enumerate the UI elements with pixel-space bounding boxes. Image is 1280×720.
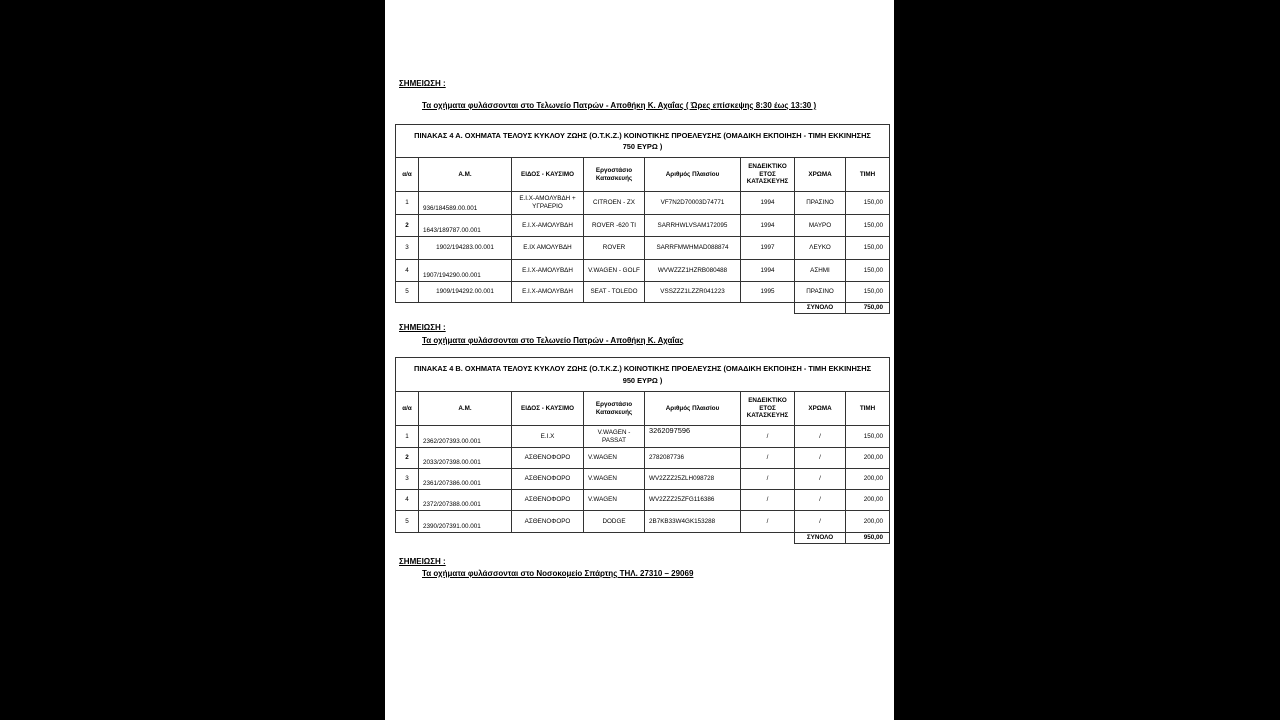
price-cell: 200,00 bbox=[846, 469, 890, 490]
total-value: 750,00 bbox=[846, 303, 890, 314]
type-fuel-cell: ΑΣΘΕΝΟΦΟΡΟ bbox=[512, 511, 584, 533]
row-index: 2 bbox=[396, 448, 419, 469]
table-row bbox=[396, 490, 890, 511]
column-header: Α.Μ. bbox=[419, 392, 512, 426]
table-row bbox=[396, 215, 890, 237]
am-cell: 936/184589.00.001 bbox=[419, 192, 512, 215]
table-4b-caption: ΠΙΝΑΚΑΣ 4 Β. ΟΧΗΜΑΤΑ ΤΕΛΟΥΣ ΚΥΚΛΟΥ ΖΩΗΣ (Ο.Τ.Κ.Ζ.) ΚΟΙΝΟΤΙΚΗΣ ΠΡΟΕΛΕΥΣΗΣ (ΟΜΑΔΙΚΗ ΕΚΠΟΙΗΣΗ - ΤΙΜΗ ΕΚΚΙΝΗΣΗΣ 950 ΕΥΡΩ ) bbox=[396, 358, 890, 392]
price-cell: 150,00 bbox=[846, 237, 890, 260]
chassis-cell: WV2ZZZ25ZLH098728 bbox=[645, 469, 741, 490]
column-header: ΤΙΜΗ bbox=[846, 158, 890, 192]
color-cell: ΛΕΥΚΟ bbox=[795, 237, 846, 260]
total-label: ΣΥΝΟΛΟ bbox=[795, 533, 846, 544]
column-header: Εργοστάσιο Κατασκευής bbox=[584, 158, 645, 192]
column-header: ΕΙΔΟΣ - ΚΑΥΣΙΜΟ bbox=[512, 392, 584, 426]
type-fuel-cell: Ε.Ι.Χ bbox=[512, 426, 584, 448]
manufacturer-cell: V.WAGEN - GOLF bbox=[584, 260, 645, 282]
column-header: ΕΙΔΟΣ - ΚΑΥΣΙΜΟ bbox=[512, 158, 584, 192]
row-index: 4 bbox=[396, 490, 419, 511]
chassis-cell: SARRFMWHMAD088874 bbox=[645, 237, 741, 260]
note-2-title: ΣΗΜΕΙΩΣΗ : bbox=[399, 323, 446, 332]
am-cell: 2033/207398.00.001 bbox=[419, 448, 512, 469]
am-cell: 1907/194290.00.001 bbox=[419, 260, 512, 282]
manufacturer-cell: V.WAGEN - PASSAT bbox=[584, 426, 645, 448]
note-1-title: ΣΗΜΕΙΩΣΗ : bbox=[399, 79, 446, 88]
chassis-cell: 2782087736 bbox=[645, 448, 741, 469]
type-fuel-cell: ΑΣΘΕΝΟΦΟΡΟ bbox=[512, 448, 584, 469]
am-cell: 2372/207388.00.001 bbox=[419, 490, 512, 511]
type-fuel-cell: Ε.ΙΧ ΑΜΟΛΥΒΔΗ bbox=[512, 237, 584, 260]
am-cell: 2361/207386.00.001 bbox=[419, 469, 512, 490]
color-cell: ΠΡΑΣΙΝΟ bbox=[795, 282, 846, 303]
year-cell: 1994 bbox=[741, 260, 795, 282]
column-header: α/α bbox=[396, 158, 419, 192]
note-2-text: Τα οχήματα φυλάσσονται στο Τελωνείο Πατρών - Αποθήκη Κ. Αχαΐας bbox=[422, 336, 684, 345]
note-3-title: ΣΗΜΕΙΩΣΗ : bbox=[399, 557, 446, 566]
year-cell: / bbox=[741, 469, 795, 490]
chassis-cell: WVWZZZ1HZRB080488 bbox=[645, 260, 741, 282]
manufacturer-cell: ROVER bbox=[584, 237, 645, 260]
year-cell: 1994 bbox=[741, 215, 795, 237]
type-fuel-cell: Ε.Ι.Χ-ΑΜΟΛΥΒΔΗ bbox=[512, 260, 584, 282]
table-4a bbox=[395, 124, 890, 314]
total-value: 950,00 bbox=[846, 533, 890, 544]
total-row bbox=[396, 533, 890, 544]
chassis-cell: VSSZZZ1LZZR041223 bbox=[645, 282, 741, 303]
price-cell: 150,00 bbox=[846, 282, 890, 303]
column-header: Αριθμός Πλαισίου bbox=[645, 158, 741, 192]
column-header: ΕΝΔΕΙΚΤΙΚΟ ΕΤΟΣ ΚΑΤΑΣΚΕΥΗΣ bbox=[741, 158, 795, 192]
row-index: 3 bbox=[396, 469, 419, 490]
column-header: Εργοστάσιο Κατασκευής bbox=[584, 392, 645, 426]
am-cell: 1909/194292.00.001 bbox=[419, 282, 512, 303]
table-row bbox=[396, 469, 890, 490]
note-1-text: Τα οχήματα φυλάσσονται στο Τελωνείο Πατρών - Αποθήκη Κ. Αχαΐας ( Ώρες επίσκεψης 8:30 έως 13:30 ) bbox=[422, 101, 817, 110]
manufacturer-cell: ROVER -620 TI bbox=[584, 215, 645, 237]
table-row bbox=[396, 426, 890, 448]
price-cell: 200,00 bbox=[846, 490, 890, 511]
type-fuel-cell: Ε.Ι.Χ-ΑΜΟΛΥΒΔΗ bbox=[512, 282, 584, 303]
table-row bbox=[396, 448, 890, 469]
total-row bbox=[396, 303, 890, 314]
year-cell: 1995 bbox=[741, 282, 795, 303]
color-cell: / bbox=[795, 469, 846, 490]
color-cell: / bbox=[795, 511, 846, 533]
table-4a-header-row bbox=[396, 158, 890, 192]
am-cell: 1902/194283.00.001 bbox=[419, 237, 512, 260]
price-cell: 200,00 bbox=[846, 448, 890, 469]
year-cell: / bbox=[741, 511, 795, 533]
table-4b-header-row bbox=[396, 392, 890, 426]
manufacturer-cell: SEAT - TOLEDO bbox=[584, 282, 645, 303]
color-cell: ΜΑΥΡΟ bbox=[795, 215, 846, 237]
column-header: Αριθμός Πλαισίου bbox=[645, 392, 741, 426]
chassis-cell: SARRHWLVSAM172095 bbox=[645, 215, 741, 237]
table-row bbox=[396, 260, 890, 282]
price-cell: 200,00 bbox=[846, 511, 890, 533]
color-cell: / bbox=[795, 426, 846, 448]
color-cell: ΠΡΑΣΙΝΟ bbox=[795, 192, 846, 215]
type-fuel-cell: ΑΣΘΕΝΟΦΟΡΟ bbox=[512, 490, 584, 511]
row-index: 4 bbox=[396, 260, 419, 282]
color-cell: / bbox=[795, 448, 846, 469]
year-cell: / bbox=[741, 448, 795, 469]
am-cell: 2362/207393.00.001 bbox=[419, 426, 512, 448]
year-cell: / bbox=[741, 490, 795, 511]
table-row bbox=[396, 237, 890, 260]
table-4a-caption: ΠΙΝΑΚΑΣ 4 Α. ΟΧΗΜΑΤΑ ΤΕΛΟΥΣ ΚΥΚΛΟΥ ΖΩΗΣ (Ο.Τ.Κ.Ζ.) ΚΟΙΝΟΤΙΚΗΣ ΠΡΟΕΛΕΥΣΗΣ (ΟΜΑΔΙΚΗ ΕΚΠΟΙΗΣΗ - ΤΙΜΗ ΕΚΚΙΝΗΣΗΣ 750 ΕΥΡΩ ) bbox=[396, 125, 890, 158]
row-index: 5 bbox=[396, 511, 419, 533]
year-cell: 1994 bbox=[741, 192, 795, 215]
column-header: ΧΡΩΜΑ bbox=[795, 392, 846, 426]
manufacturer-cell: CITROEN - ZX bbox=[584, 192, 645, 215]
type-fuel-cell: Ε.Ι.Χ-ΑΜΟΛΥΒΔΗ bbox=[512, 215, 584, 237]
chassis-cell: WV2ZZZ25ZFG116386 bbox=[645, 490, 741, 511]
column-header: ΧΡΩΜΑ bbox=[795, 158, 846, 192]
type-fuel-cell: Ε.Ι.Χ-ΑΜΟΛΥΒΔΗ + ΥΓΡΑΕΡΙΟ bbox=[512, 192, 584, 215]
table-row bbox=[396, 511, 890, 533]
year-cell: 1997 bbox=[741, 237, 795, 260]
total-label: ΣΥΝΟΛΟ bbox=[795, 303, 846, 314]
type-fuel-cell: ΑΣΘΕΝΟΦΟΡΟ bbox=[512, 469, 584, 490]
price-cell: 150,00 bbox=[846, 215, 890, 237]
row-index: 3 bbox=[396, 237, 419, 260]
color-cell: / bbox=[795, 490, 846, 511]
manufacturer-cell: V.WAGEN bbox=[584, 490, 645, 511]
am-cell: 2390/207391.00.001 bbox=[419, 511, 512, 533]
column-header: α/α bbox=[396, 392, 419, 426]
table-row bbox=[396, 192, 890, 215]
chassis-cell: 2B7KB33W4GK153288 bbox=[645, 511, 741, 533]
table-row bbox=[396, 282, 890, 303]
manufacturer-cell: V.WAGEN bbox=[584, 469, 645, 490]
column-header: Α.Μ. bbox=[419, 158, 512, 192]
column-header: ΕΝΔΕΙΚΤΙΚΟ ΕΤΟΣ ΚΑΤΑΣΚΕΥΗΣ bbox=[741, 392, 795, 426]
color-cell: ΑΣΗΜΙ bbox=[795, 260, 846, 282]
document-page bbox=[385, 0, 894, 720]
row-index: 1 bbox=[396, 192, 419, 215]
price-cell: 150,00 bbox=[846, 260, 890, 282]
table-4b bbox=[395, 357, 890, 544]
row-index: 1 bbox=[396, 426, 419, 448]
price-cell: 150,00 bbox=[846, 426, 890, 448]
chassis-cell: VF7N2D70003D74771 bbox=[645, 192, 741, 215]
year-cell: / bbox=[741, 426, 795, 448]
price-cell: 150,00 bbox=[846, 192, 890, 215]
am-cell: 1643/189787.00.001 bbox=[419, 215, 512, 237]
row-index: 5 bbox=[396, 282, 419, 303]
manufacturer-cell: V.WAGEN bbox=[584, 448, 645, 469]
chassis-cell: 3262097596 bbox=[645, 426, 741, 448]
note-3-text: Τα οχήματα φυλάσσονται στο Νοσοκομείο Σπάρτης ΤΗΛ. 27310 – 29069 bbox=[422, 569, 694, 578]
row-index: 2 bbox=[396, 215, 419, 237]
manufacturer-cell: DODGE bbox=[584, 511, 645, 533]
column-header: ΤΙΜΗ bbox=[846, 392, 890, 426]
